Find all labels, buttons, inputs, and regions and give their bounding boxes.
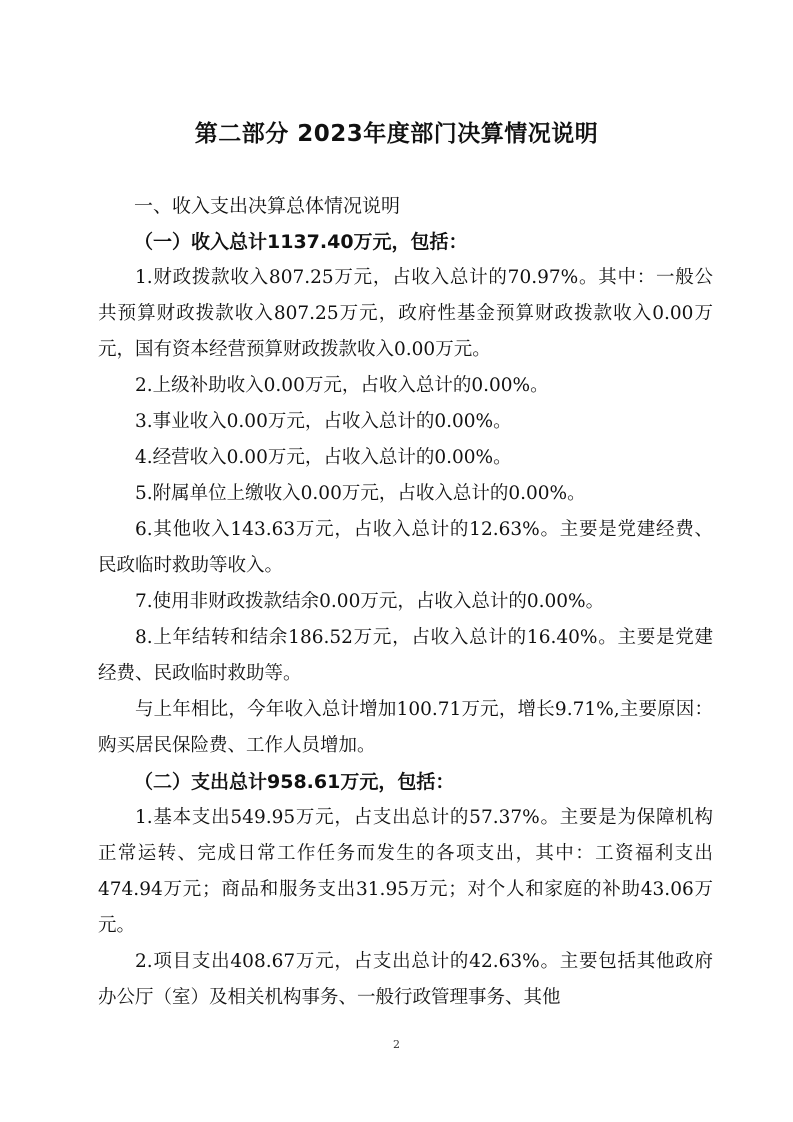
section-heading-income-expense: 一、收入支出决算总体情况说明 <box>134 195 401 217</box>
income-item-1: 1.财政拨款收入807.25万元，占收入总计的70.97%。其中：一般公共预算财政拨款收入807.25万元，政府性基金预算财政拨款收入0.00万元，国有资本经营预算财政拨款收入0.00万元。 <box>98 267 713 360</box>
income-item-3: 3.事业收入0.00万元，占收入总计的0.00%。 <box>135 411 512 432</box>
income-item-4: 4.经营收入0.00万元，占收入总计的0.00%。 <box>135 447 512 468</box>
page-number: 2 <box>393 1038 400 1051</box>
document-title: 第二部分 2023年度部门决算情况说明 <box>194 121 599 147</box>
income-item-2: 2.上级补助收入0.00万元，占收入总计的0.00%。 <box>135 375 549 396</box>
income-item-8: 8.上年结转和结余186.52万元，占收入总计的16.40%。主要是党建经费、民政临时救助等。 <box>98 627 713 684</box>
expense-item-1: 1.基本支出549.95万元，占支出总计的57.37%。主要是为保障机构正常运转、完成日常工作任务而发生的各项支出，其中：工资福利支出474.94万元；商品和服务支出31.95万元；对个人和家庭的补助43.06万元。 <box>98 807 713 936</box>
income-item-5: 5.附属单位上缴收入0.00万元，占收入总计的0.00%。 <box>135 483 586 504</box>
document-body <box>98 188 713 1016</box>
income-item-7: 7.使用非财政拨款结余0.00万元，占收入总计的0.00%。 <box>135 591 605 612</box>
income-total-heading: （一）收入总计1137.40万元，包括： <box>134 231 468 253</box>
expense-total-heading: （二）支出总计958.61万元，包括： <box>134 771 455 793</box>
income-comparison: 与上年相比，今年收入总计增加100.71万元，增长9.71%,主要原因：购买居民保险费、工作人员增加。 <box>98 699 713 756</box>
expense-item-2: 2.项目支出408.67万元，占支出总计的42.63%。主要包括其他政府办公厅（室）及相关机构事务、一般行政管理事务、其他 <box>98 951 713 1008</box>
income-item-6: 6.其他收入143.63万元，占收入总计的12.63%。主要是党建经费、民政临时救助等收入。 <box>98 519 713 576</box>
